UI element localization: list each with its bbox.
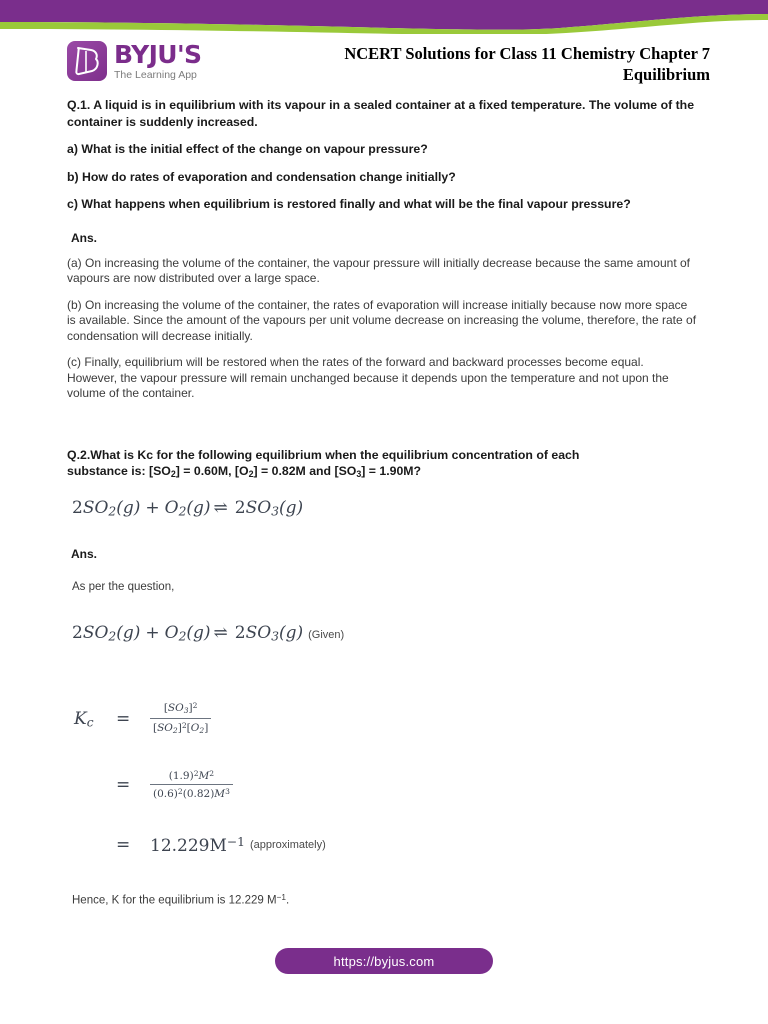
q1-part-c: c) What happens when equilibrium is restored finally and what will be the final vapour pressure?	[67, 197, 631, 211]
header-banner	[0, 0, 768, 34]
kc-numerator: $[SO_3]^2$	[150, 700, 211, 719]
given-note: (Given)	[308, 629, 345, 642]
q1-part-a: a) What is the initial effect of the change on vapour pressure?	[67, 142, 428, 156]
math-spacer-3	[67, 801, 697, 835]
q1-prompt: Q.1. A liquid is in equilibrium with its vapour in a sealed container at a fixed temperature. The volume of the container is suddenly increased.	[67, 98, 695, 129]
substitution-equals: =	[116, 775, 131, 796]
math-spacer	[67, 649, 697, 701]
q1-part-b: b) How do rates of evaporation and condensation change initially?	[67, 169, 456, 184]
result-value: $12.229M^{-1}$	[150, 834, 245, 856]
result-equals: =	[116, 835, 131, 856]
equilibrium-arrow-icon: ⇌	[213, 623, 228, 644]
q2-prompt-line1: Q.2.What is Kc for the following equilibrium when the equilibrium concentration of each	[67, 447, 580, 462]
logo-wordmark: BYJU'S	[114, 40, 202, 69]
section-spacer	[67, 413, 697, 447]
q1-answer-a: (a) On increasing the volume of the container, the vapour pressure will initially decrease because the same amount of vapours are now distributed over a large space.	[67, 255, 691, 285]
result-note: (approximately)	[249, 839, 326, 852]
equilibrium-arrow-icon: ⇌	[213, 498, 228, 519]
document-body	[67, 97, 697, 908]
math-spacer-2	[67, 737, 697, 769]
letter-b-glyph-icon	[74, 46, 100, 76]
q2-prompt-line2: substance is: $[SO_2] = 0.60M$, $[O_2] = 0.82M$ and $[SO_3] = 1.90M$?	[67, 464, 422, 479]
substitution-fraction	[150, 768, 233, 799]
page-title-line1: NCERT Solutions for Class 11 Chemistry Chapter 7	[344, 44, 710, 63]
substitution-numerator: $(1.9)^2M^2$	[150, 768, 233, 784]
q1-answer-c: (c) Finally, equilibrium will be restored when the rates of the forward and backward processes become equal. However, the vapour pressure will remain unchanged because it depends upon the temperature and not upon the volume of the container.	[67, 355, 669, 400]
substitution-denominator: $(0.6)^2(0.82)M^3$	[153, 786, 230, 800]
byjus-logo-mark-icon	[67, 41, 107, 81]
kc-equals: =	[116, 709, 131, 730]
kc-denominator: $[SO_2]^2[O_2]$	[153, 720, 209, 735]
kc-result-row	[74, 835, 697, 856]
q2-equation-display: $2SO_2(g) + O_2(g)$ ⇌ $2SO_3(g)$	[72, 498, 304, 520]
kc-expression-row	[74, 701, 697, 738]
kc-symbol: $K_c$	[74, 708, 94, 730]
q2-as-per-question: As per the question,	[72, 581, 175, 594]
q1-answer-label: Ans.	[71, 230, 98, 245]
q2-answer-label: Ans.	[71, 547, 98, 562]
q1-answer-b: (b) On increasing the volume of the container, the rates of evaporation will increase initially because now more space is available. Since the amount of the vapours per unit volume decrease on increasing the volume, therefore, the rate of condensation will decrease initially.	[67, 297, 697, 343]
page-title-line2: Equilibrium	[622, 65, 710, 84]
byjus-url-button[interactable]: https://byjus.com	[275, 948, 493, 974]
logo-tagline: The Learning App	[114, 69, 197, 81]
q2-conclusion: Hence, K for the equilibrium is 12.229 $M^{-1}$.	[72, 892, 290, 907]
q2-prompt	[67, 447, 697, 483]
kc-substitution-row	[74, 769, 697, 800]
page-title	[290, 43, 710, 85]
q2-equation-given: $2SO_2(g) + O_2(g)$ ⇌ $2SO_3(g)$ (Given)	[72, 623, 345, 644]
byjus-logo	[67, 41, 201, 81]
kc-fraction	[150, 700, 211, 737]
